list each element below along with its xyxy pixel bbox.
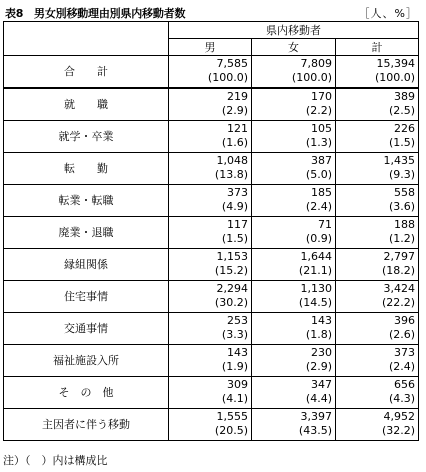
row-label: 福祉施設入所 <box>4 345 169 377</box>
cell-female-count: 143 <box>252 313 336 329</box>
cell-female-percent: (14.5) <box>252 296 336 313</box>
header-row-group <box>4 22 419 39</box>
cell-total-count: 188 <box>336 217 419 233</box>
table-row-count <box>4 88 419 104</box>
table-row-count <box>4 345 419 361</box>
header-total: 計 <box>336 39 419 56</box>
cell-total-count: 2,797 <box>336 249 419 265</box>
cell-total-percent: (1.2) <box>336 232 419 249</box>
header-male: 男 <box>169 39 252 56</box>
cell-male-percent: (3.3) <box>169 328 252 345</box>
cell-total-count: 558 <box>336 185 419 201</box>
cell-female-percent: (1.3) <box>252 136 336 153</box>
cell-total-percent: (2.6) <box>336 328 419 345</box>
cell-female-percent: (2.9) <box>252 360 336 377</box>
cell-male-percent: (15.2) <box>169 264 252 281</box>
cell-female-count: 71 <box>252 217 336 233</box>
table-row-count <box>4 409 419 425</box>
cell-female-count: 347 <box>252 377 336 393</box>
cell-total-count: 396 <box>336 313 419 329</box>
header-corner-lower <box>4 39 169 56</box>
unit-label: ［人、%］ <box>358 7 418 20</box>
cell-total-count: 4,952 <box>336 409 419 425</box>
cell-male-percent: (1.9) <box>169 360 252 377</box>
cell-total-percent: (9.3) <box>336 168 419 185</box>
cell-female-count: 1,644 <box>252 249 336 265</box>
table-row-count <box>4 249 419 265</box>
cell-female-percent: (2.4) <box>252 200 336 217</box>
cell-female-percent: (0.9) <box>252 232 336 249</box>
cell-total-percent: (1.5) <box>336 136 419 153</box>
cell-female-percent: (100.0) <box>252 71 336 88</box>
cell-female-percent: (43.5) <box>252 424 336 441</box>
row-label: 就 職 <box>4 88 169 121</box>
cell-male-count: 1,153 <box>169 249 252 265</box>
cell-total-count: 3,424 <box>336 281 419 297</box>
cell-total-percent: (3.6) <box>336 200 419 217</box>
table-row-count <box>4 217 419 233</box>
cell-male-percent: (2.9) <box>169 104 252 121</box>
table-row-count <box>4 313 419 329</box>
cell-total-count: 389 <box>336 88 419 104</box>
cell-male-percent: (30.2) <box>169 296 252 313</box>
row-label: 合 計 <box>4 56 169 89</box>
cell-total-percent: (2.4) <box>336 360 419 377</box>
row-label: 廃業・退職 <box>4 217 169 249</box>
cell-male-percent: (1.5) <box>169 232 252 249</box>
cell-male-count: 2,294 <box>169 281 252 297</box>
row-label: 主因者に伴う移動 <box>4 409 169 441</box>
cell-male-percent: (100.0) <box>169 71 252 88</box>
table-title: 表8 男女別移動理由別県内移動者数 <box>5 7 186 20</box>
cell-female-percent: (21.1) <box>252 264 336 281</box>
cell-male-percent: (4.9) <box>169 200 252 217</box>
cell-female-count: 387 <box>252 153 336 169</box>
cell-female-count: 105 <box>252 121 336 137</box>
cell-total-percent: (4.3) <box>336 392 419 409</box>
cell-male-count: 143 <box>169 345 252 361</box>
cell-total-percent: (100.0) <box>336 71 419 88</box>
cell-total-percent: (22.2) <box>336 296 419 313</box>
cell-female-count: 170 <box>252 88 336 104</box>
cell-female-count: 185 <box>252 185 336 201</box>
row-label: 縁組関係 <box>4 249 169 281</box>
row-label: 就学・卒業 <box>4 121 169 153</box>
cell-male-count: 219 <box>169 88 252 104</box>
cell-male-count: 117 <box>169 217 252 233</box>
cell-male-percent: (1.6) <box>169 136 252 153</box>
cell-total-count: 373 <box>336 345 419 361</box>
header-female: 女 <box>252 39 336 56</box>
table-row-count <box>4 153 419 169</box>
table-row-count <box>4 56 419 72</box>
table-row-count <box>4 121 419 137</box>
row-label: 転業・転職 <box>4 185 169 217</box>
cell-total-percent: (18.2) <box>336 264 419 281</box>
cell-male-count: 309 <box>169 377 252 393</box>
row-label: そ の 他 <box>4 377 169 409</box>
table-row-count <box>4 185 419 201</box>
cell-total-percent: (32.2) <box>336 424 419 441</box>
header-corner <box>4 22 169 39</box>
cell-female-count: 230 <box>252 345 336 361</box>
cell-female-percent: (1.8) <box>252 328 336 345</box>
cell-total-count: 15,394 <box>336 56 419 72</box>
cell-male-count: 1,048 <box>169 153 252 169</box>
cell-total-count: 226 <box>336 121 419 137</box>
cell-male-percent: (20.5) <box>169 424 252 441</box>
cell-male-count: 373 <box>169 185 252 201</box>
row-label: 住宅事情 <box>4 281 169 313</box>
table-row-count <box>4 281 419 297</box>
cell-male-count: 7,585 <box>169 56 252 72</box>
cell-female-percent: (4.4) <box>252 392 336 409</box>
cell-female-percent: (2.2) <box>252 104 336 121</box>
cell-male-count: 1,555 <box>169 409 252 425</box>
cell-female-count: 3,397 <box>252 409 336 425</box>
footnote: 注）（ ）内は構成比 <box>3 454 108 467</box>
cell-female-count: 1,130 <box>252 281 336 297</box>
cell-male-percent: (13.8) <box>169 168 252 185</box>
cell-total-percent: (2.5) <box>336 104 419 121</box>
row-label: 交通事情 <box>4 313 169 345</box>
cell-female-count: 7,809 <box>252 56 336 72</box>
table-body <box>4 56 419 441</box>
cell-male-count: 253 <box>169 313 252 329</box>
header-row-columns <box>4 39 419 56</box>
cell-total-count: 1,435 <box>336 153 419 169</box>
table-row-count <box>4 377 419 393</box>
stats-table <box>3 21 419 441</box>
row-label: 転 勤 <box>4 153 169 185</box>
cell-male-percent: (4.1) <box>169 392 252 409</box>
cell-total-count: 656 <box>336 377 419 393</box>
cell-female-percent: (5.0) <box>252 168 336 185</box>
header-group: 県内移動者 <box>169 22 419 39</box>
cell-male-count: 121 <box>169 121 252 137</box>
